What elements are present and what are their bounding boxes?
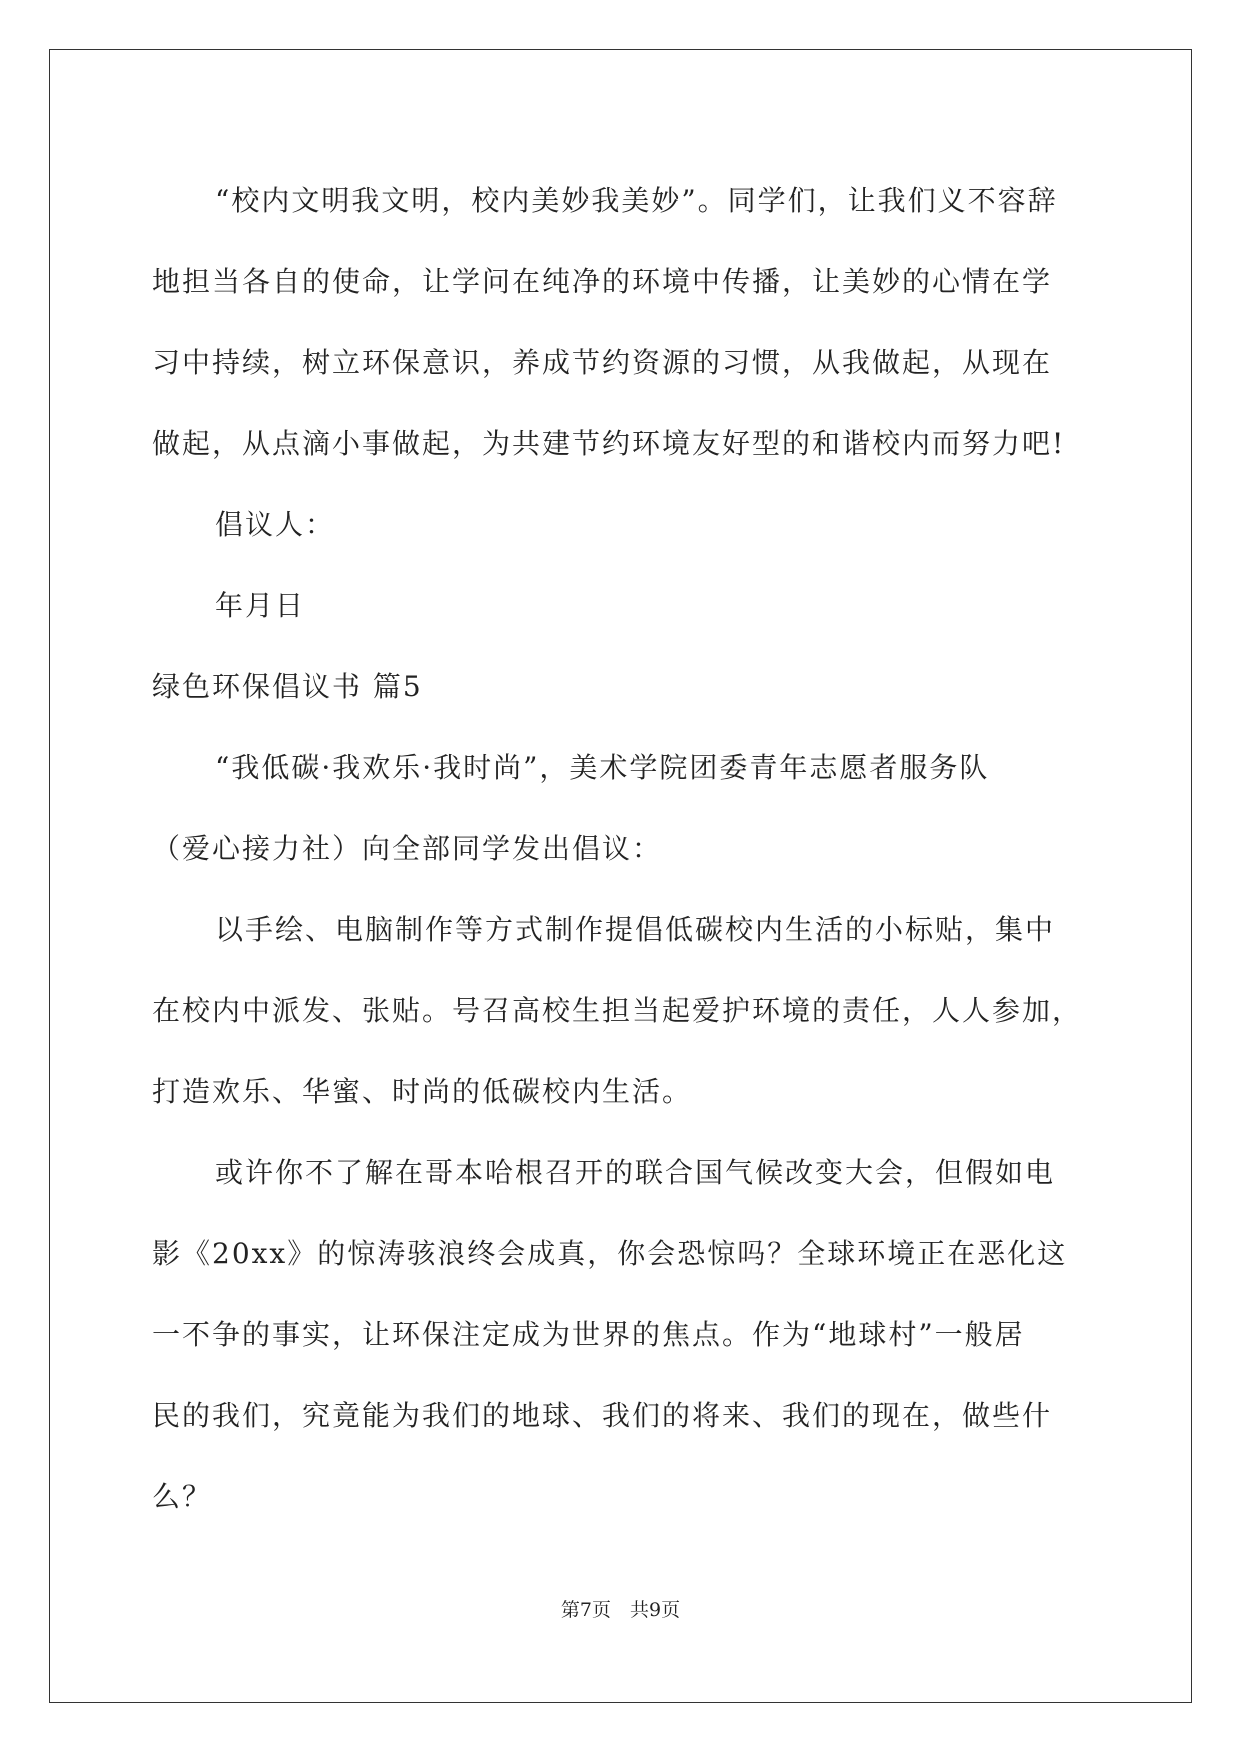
heading-text: 绿色环保倡议书 篇5 [152,670,423,703]
text-line: 做起，从点滴小事做起，为共建节约环境友好型的和谐校内而努力吧! [152,427,1066,460]
text-line: 以手绘、电脑制作等方式制作提倡低碳校内生活的小标贴，集中 [215,913,1056,946]
text-line: 或许你不了解在哥本哈根召开的联合国气候改变大会，但假如电 [215,1156,1056,1189]
text-line: 年月日 [215,589,306,622]
text-line: 一不争的事实，让环保注定成为世界的焦点。作为“地球村”一般居 [152,1318,1025,1351]
paragraph-proposer [152,484,1092,565]
text-line: 习中持续，树立环保意识，养成节约资源的习惯，从我做起，从现在 [152,346,1053,379]
paragraph-stickers [152,889,1092,1132]
text-line: 么？ [152,1480,213,1513]
paragraph-date [152,565,1092,646]
paragraph-closing-appeal [152,160,1092,484]
text-line: 地担当各自的使命，让学问在纯净的环境中传播，让美妙的心情在学 [152,265,1053,298]
section-heading [152,646,1092,727]
text-line: 民的我们，究竟能为我们的地球、我们的将来、我们的现在，做些什 [152,1399,1053,1432]
document-body [152,160,1092,1537]
page-number-footer: 第7页 共9页 [560,1599,681,1621]
paragraph-intro [152,727,1092,889]
text-line: （爱心接力社）向全部同学发出倡议： [152,832,663,865]
text-line: “校内文明我文明，校内美妙我美妙”。同学们，让我们义不容辞 [215,184,1058,217]
text-line: 在校内中派发、张贴。号召高校生担当起爱护环境的责任，人人参加， [152,994,1083,1027]
paragraph-climate [152,1132,1092,1537]
text-line: 打造欢乐、华蜜、时尚的低碳校内生活。 [152,1075,693,1108]
text-line: 倡议人： [215,508,336,541]
text-line: 影《20xx》的惊涛骇浪终会成真，你会恐惊吗？全球环境正在恶化这 [152,1237,1068,1270]
text-line: “我低碳·我欢乐·我时尚”，美术学院团委青年志愿者服务队 [215,751,990,784]
